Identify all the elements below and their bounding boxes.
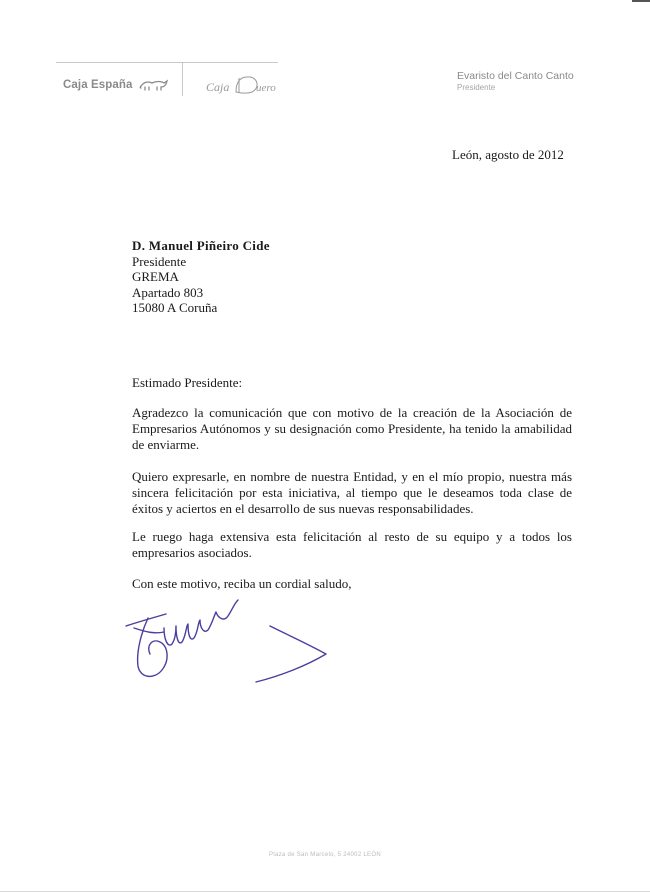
svg-text:uero: uero bbox=[256, 82, 276, 94]
scan-edge-mark bbox=[632, 0, 650, 2]
logo-caja-espana bbox=[63, 78, 169, 92]
recipient-city: 15080 A Coruña bbox=[132, 300, 218, 315]
salutation: Estimado Presidente: bbox=[132, 375, 243, 390]
caja-duero-logo-icon bbox=[206, 72, 278, 98]
logo-caja-duero bbox=[206, 72, 278, 103]
date-line: León, agosto de 2012 bbox=[452, 147, 564, 162]
footer-address: Plaza de San Marcelo, 5 24002 LEÓN bbox=[269, 852, 381, 858]
letterhead-divider bbox=[182, 62, 183, 96]
bull-icon bbox=[139, 78, 169, 92]
sender-block bbox=[457, 70, 574, 92]
recipient-po-box: Apartado 803 bbox=[132, 284, 204, 300]
handwritten-signature bbox=[120, 596, 340, 691]
logo-caja-espana-text: Caja España bbox=[63, 79, 133, 91]
sender-title: Presidente bbox=[457, 83, 496, 92]
sender-name: Evaristo del Canto Canto bbox=[457, 70, 574, 82]
recipient-name: D. Manuel Piñeiro Cide bbox=[132, 238, 270, 253]
paragraph: Quiero expresarle, en nombre de nuestra Entidad, y en el mío propio, nuestra más sincera felicitación por esta iniciativa, al tiempo que le deseamos toda clase de éxitos y aciertos en el desarrollo de sus nuevas responsabilidades. bbox=[132, 469, 572, 517]
letterhead-rule bbox=[56, 62, 278, 63]
recipient-title: Presidente bbox=[132, 253, 187, 269]
svg-text:Caja: Caja bbox=[206, 80, 230, 94]
paragraph: Agradezco la comunicación que con motivo de la creación de la Asociación de Empresarios Autónomos y su designación como Presidente, ha tenido la amabilidad de enviarme. bbox=[132, 405, 572, 453]
recipient-organization: GREMA bbox=[132, 269, 179, 284]
paragraph: Le ruego haga extensiva esta felicitación al resto de su equipo y a todos los empresarios asociados. bbox=[132, 529, 572, 561]
closing-line: Con este motivo, reciba un cordial saludo, bbox=[132, 576, 352, 591]
recipient-address bbox=[132, 238, 270, 316]
scan-bottom-edge bbox=[0, 891, 650, 892]
